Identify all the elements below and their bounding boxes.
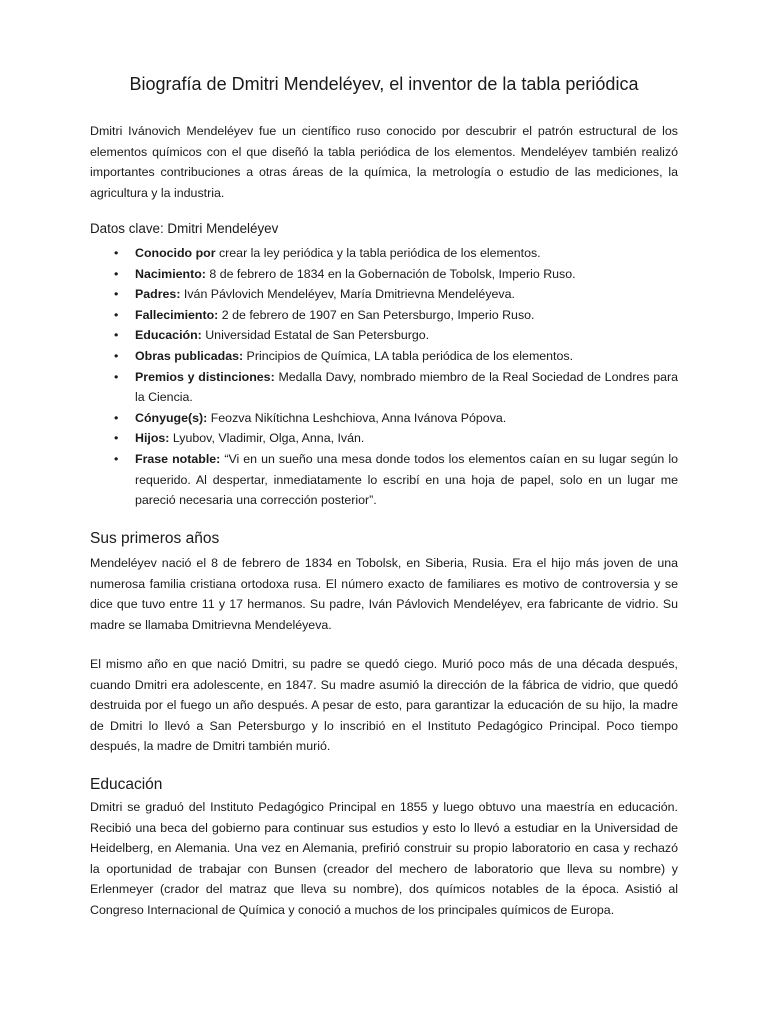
list-item bbox=[90, 449, 678, 511]
fact-text: Medalla Davy, nombrado miembro de la Real Sociedad de Londres para la Ciencia. bbox=[135, 369, 678, 405]
list-item bbox=[90, 325, 678, 346]
fact-text: Feozva Nikítichna Leshchiova, Anna Ivánova Pópova. bbox=[207, 410, 507, 425]
fact-label: Obras publicadas: bbox=[135, 348, 244, 363]
paragraph: El mismo año en que nació Dmitri, su padre se quedó ciego. Murió poco más de una década después, cuando Dmitri era adolescente, en 1847. Su madre asumió la dirección de la fábrica de vidrio, que quedó destruida por el fuego un año después. A pesar de esto, para garantizar la educación de su hijo, la madre de Dmitri lo llevó a San Petersburgo y lo inscribió en el Instituto Pedagógico Principal. Poco tiempo después, la madre de Dmitri también murió. bbox=[90, 657, 678, 754]
fact-label: Nacimiento: bbox=[135, 266, 206, 281]
fact-text: 2 de febrero de 1907 en San Petersburgo, Imperio Ruso. bbox=[218, 307, 535, 322]
intro-paragraph: Dmitri Ivánovich Mendeléyev fue un científico ruso conocido por descubrir el patrón estructural de los elementos químicos con el que diseñó la tabla periódica de los elementos. Mendeléyev también realizó importantes contribuciones a otras áreas de la química, la metrología o estudio de las mediciones, la agricultura y la industria. bbox=[90, 124, 678, 200]
bullet-icon: • bbox=[114, 246, 119, 260]
fact-label: Hijos: bbox=[135, 431, 170, 446]
bullet-icon: • bbox=[114, 451, 119, 466]
fact-label: Cónyuge(s): bbox=[135, 410, 208, 425]
fact-text: Universidad Estatal de San Petersburgo. bbox=[201, 328, 430, 343]
key-facts-list bbox=[90, 243, 678, 511]
fact-text: Principios de Química, LA tabla periódica de los elementos. bbox=[243, 348, 574, 363]
fact-label: Premios y distinciones: bbox=[135, 369, 275, 384]
list-item bbox=[90, 264, 678, 285]
bullet-icon: • bbox=[114, 431, 119, 446]
fact-label: Educación: bbox=[135, 328, 202, 343]
key-facts-heading: Datos clave: Dmitri Mendeléyev bbox=[90, 221, 279, 236]
fact-label: Padres: bbox=[135, 287, 181, 302]
list-item bbox=[90, 367, 678, 408]
fact-text: “Vi en un sueño una mesa donde todos los elementos caían en su lugar según lo requerido. Al despertar, inmediatamente lo escribí en una hoja de papel, solo en un lugar me pareció necesaria una corrección posterior”. bbox=[135, 451, 678, 508]
fact-text: crear la ley periódica y la tabla periódica de los elementos. bbox=[215, 246, 541, 260]
list-item bbox=[90, 408, 678, 429]
list-item bbox=[90, 346, 678, 367]
bullet-icon: • bbox=[114, 369, 119, 384]
list-item bbox=[90, 243, 678, 264]
section-heading-early-years: Sus primeros años bbox=[90, 530, 220, 547]
paragraph: Dmitri se graduó del Instituto Pedagógico Principal en 1855 y luego obtuvo una maestría en educación. Recibió una beca del gobierno para continuar sus estudios y esto lo llevó a estudiar en la Universidad de Heidelberg, en Alemania. Una vez en Alemania, prefirió construir su propio laboratorio en casa y rechazó la oportunidad de trabajar con Bunsen (creador del mechero de laboratorio que lleva su nombre) y Erlenmeyer (crador del matraz que lleva su nombre), dos químicos notables de la época. Asistió al Congreso Internacional de Química y conoció a muchos de los principales químicos de Europa. bbox=[90, 800, 678, 917]
fact-text: Lyubov, Vladimir, Olga, Anna, Iván. bbox=[169, 431, 365, 446]
bullet-icon: • bbox=[114, 266, 119, 281]
fact-label: Conocido por bbox=[135, 246, 216, 260]
bullet-icon: • bbox=[114, 307, 119, 322]
fact-label: Frase notable: bbox=[135, 451, 221, 466]
fact-text: 8 de febrero de 1834 en la Gobernación de Tobolsk, Imperio Ruso. bbox=[205, 266, 576, 281]
page-title: Biografía de Dmitri Mendeléyev, el inventor de la tabla periódica bbox=[129, 74, 639, 94]
section-heading-education: Educación bbox=[90, 776, 163, 793]
list-item bbox=[90, 305, 678, 326]
fact-text: Iván Pávlovich Mendeléyev, María Dmitrievna Mendeléyeva. bbox=[180, 287, 515, 302]
paragraph: Mendeléyev nació el 8 de febrero de 1834 en Tobolsk, en Siberia, Rusia. Era el hijo más joven de una numerosa familia cristiana ortodoxa rusa. El número exacto de familiares es motivo de controversia y se dice que tuvo entre 11 y 17 hermanos. Su padre, Iván Pávlovich Mendeléyev, era fabricante de vidrio. Su madre se llamaba Dmitrievna Mendeléyeva. bbox=[90, 556, 678, 632]
bullet-icon: • bbox=[114, 287, 119, 302]
bullet-icon: • bbox=[114, 328, 119, 343]
fact-label: Fallecimiento: bbox=[135, 307, 219, 322]
list-item bbox=[90, 284, 678, 305]
bullet-icon: • bbox=[114, 348, 119, 363]
bullet-icon: • bbox=[114, 410, 119, 425]
list-item bbox=[90, 428, 678, 449]
